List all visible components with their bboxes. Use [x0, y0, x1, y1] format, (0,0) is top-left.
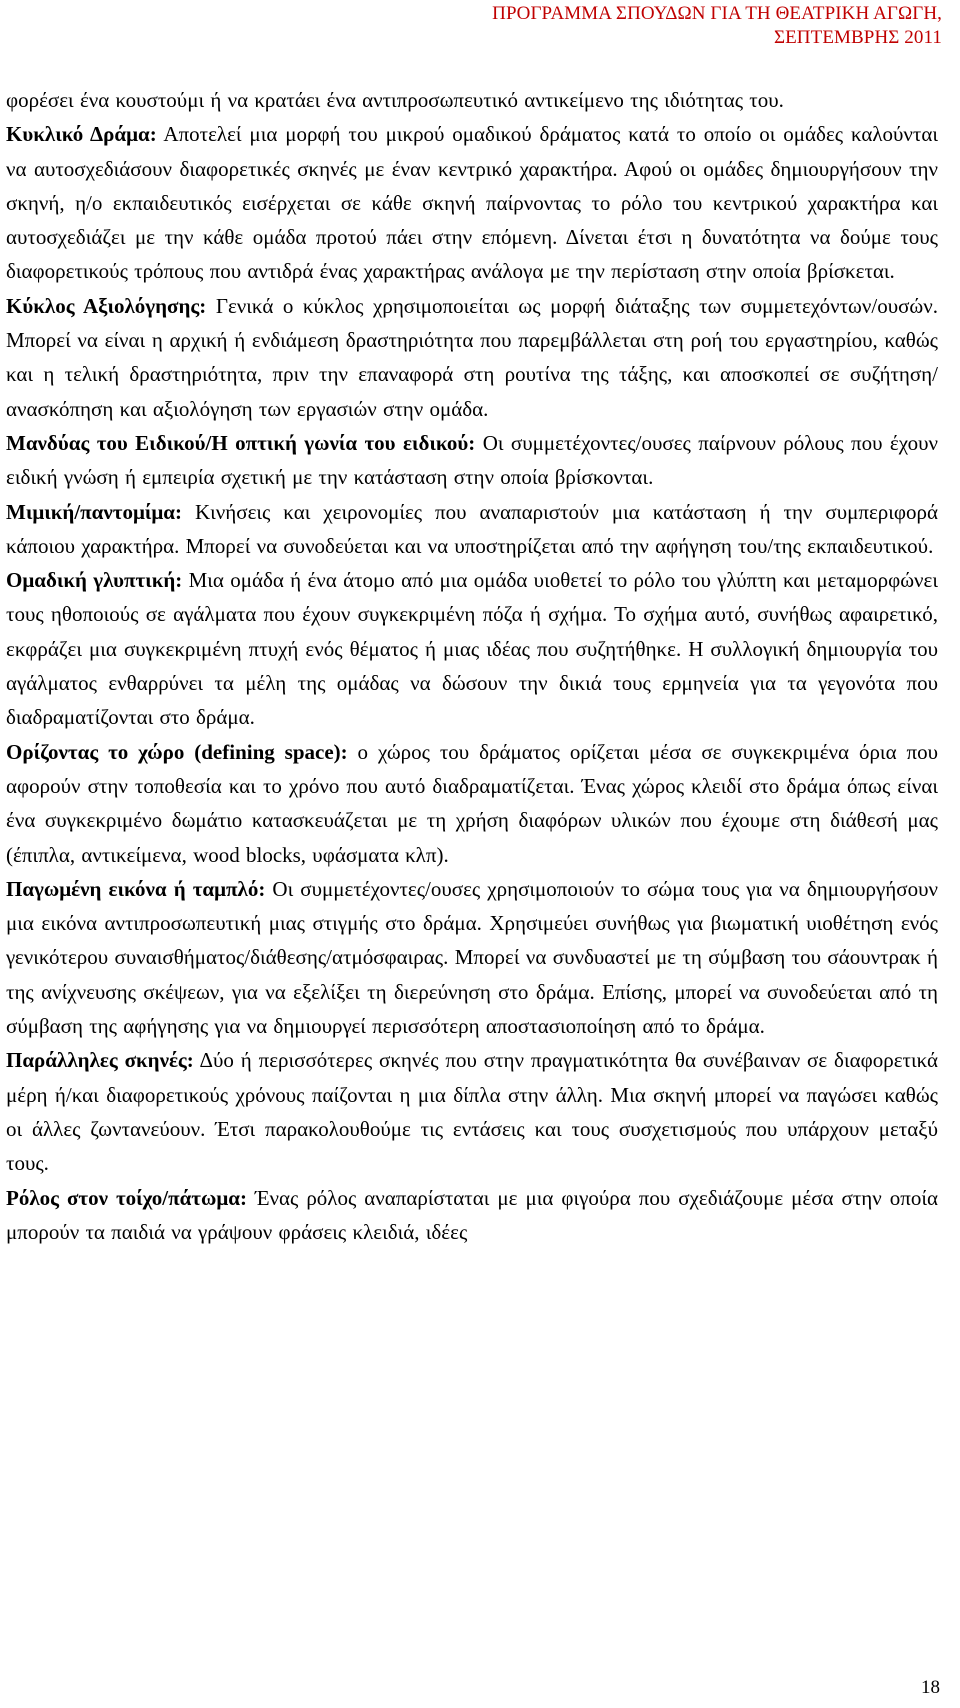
term: Μιμική/παντομίμα: [6, 499, 182, 524]
glossary-entry-mantle-of-expert [6, 426, 938, 495]
term: Παράλληλες σκηνές: [6, 1048, 194, 1073]
definition: Μια ομάδα ή ένα άτομο από μια ομάδα υιοθετεί το ρόλο του γλύπτη και μεταμορφώνει τους ηθοποιούς σε αγάλματα που έχουν συγκεκριμένη πόζα ή σχήμα. Το σχήμα αυτό, συνήθως αφαιρετικό, εκφράζει μια συγκεκριμένη πτυχή ενός θέματος ή μιας ιδέας που συζητήθηκε. Η συλλογική δημιουργία του αγάλματος ενθαρρύνει τα μέλη της ομάδας να δώσουν την δικιά τους ερμηνεία για τα γεγονότα που διαδραματίζονται στο δράμα. [6, 568, 938, 730]
definition: ο χώρος του δράματος ορίζεται μέσα σε συγκεκριμένα όρια που αφορούν στην τοποθεσία και το χρόνο που αυτό διαδραματίζεται. Ένας χώρος κλειδί στο δράμα όπως είναι ένα συγκεκριμένο δωμάτιο κατασκευάζεται με τη χρήση διαφόρων υλικών που έχουμε στη διάθεσή μας (έπιπλα, αντικείμενα, wood blocks, υφάσματα κλπ). [6, 739, 938, 867]
definition: Οι συμμετέχοντες/ουσες παίρνουν ρόλους που έχουν ειδική γνώση ή εμπειρία σχετική με την κατάσταση στην οποία βρίσκονται. [6, 430, 939, 490]
glossary-entry-group-sculpture [6, 563, 938, 734]
document-body [6, 83, 938, 1249]
glossary-entry-circular-drama [6, 117, 938, 288]
definition: Αποτελεί μια μορφή του μικρού ομαδικού δράματος κατά το οποίο οι ομάδες καλούνται να αυτοσχεδιάσουν διαφορετικές σκηνές με έναν κεντρικό χαρακτήρα. Αφού οι ομάδες δημιουργήσουν την σκηνή, η/ο εκπαιδευτικός εισέρχεται σε κάθε σκηνή παίρνοντας το ρόλο του κεντρικού χαρακτήρα και αυτοσχεδιάζει με την κάθε ομάδα προτού πάει στην επόμενη. Δίνεται έτσι η δυνατότητα να δούμε τους διαφορετικούς τρόπους που αντιδρά ένας χαρακτήρας ανάλογα με την περίσταση στην οποία βρίσκεται. [6, 122, 939, 284]
glossary-entry-role-on-the-wall [6, 1181, 938, 1250]
term: Μανδύας του Ειδικού/Η οπτική γωνία του ειδικού: [6, 430, 476, 455]
term: Κύκλος Αξιολόγησης: [6, 293, 207, 318]
intro-paragraph: φορέσει ένα κουστούμι ή να κρατάει ένα αντιπροσωπευτικό αντικείμενο της ιδιότητας του. [6, 88, 784, 112]
header-line-1: ΠΡΟΓΡΑΜΜΑ ΣΠΟΥΔΩΝ ΓΙΑ ΤΗ ΘΕΑΤΡΙΚΗ ΑΓΩΓΗ, [492, 3, 942, 24]
page-number: 18 [921, 1677, 940, 1698]
running-header [382, 2, 942, 50]
term: Κυκλικό Δράμα: [6, 122, 157, 147]
definition: Οι συμμετέχοντες/ουσες χρησιμοποιούν το σώμα τους για να δημιουργήσουν μια εικόνα αντιπροσωπευτική μιας στιγμής στο δράμα. Χρησιμεύει συνήθως για βιωματική υιοθέτηση ενός γενικότερου συναισθήματος/διάθεσης/ατμόσφαιρας. Μπορεί να συνδυαστεί με τη σύμβαση του σάουντρακ ή της ανίχνευσης σκέψεων, για να εξελίξει τη διερεύνηση στο δράμα. Επίσης, μπορεί να συνοδεύεται από τη σύμβαση της αφήγησης για να δημιουργεί περισσότερη αποστασιοποίηση από το δράμα. [6, 876, 938, 1039]
definition: Δύο ή περισσότερες σκηνές που στην πραγματικότητα θα συνέβαιναν σε διαφορετικά μέρη ή/και διαφορετικούς χρόνους παίζονται η μια δίπλα στην άλλη. Μια σκηνή μπορεί να παγώσει καθώς οι άλλες ζωντανεύουν. Έτσι παρακολουθούμε τις εντάσεις και τους συσχετισμούς που υπάρχουν μεταξύ τους. [6, 1048, 938, 1176]
glossary-entry-evaluation-circle [6, 289, 938, 426]
definition: Γενικά ο κύκλος χρησιμοποιείται ως μορφή διάταξης των συμμετεχόντων/ουσών. Μπορεί να είναι η αρχική ή ενδιάμεση δραστηριότητα που παρεμβάλλεται στη ροή του εργαστηρίου, καθώς και η τελική δραστηριότητα, πριν την επαναφορά στη ρουτίνα της τάξης, και αποσκοπεί σε συζήτηση/ανασκόπηση και αξιολόγηση των εργασιών στην ομάδα. [6, 293, 938, 421]
term: Ορίζοντας το χώρο (defining space): [6, 739, 348, 764]
term: Ρόλος στον τοίχο/πάτωμα: [6, 1185, 247, 1210]
glossary-entry-mime [6, 495, 938, 564]
term: Ομαδική γλυπτική: [6, 568, 183, 593]
glossary-entry-still-image [6, 872, 938, 1043]
definition: Ένας ρόλος αναπαρίσταται με μια φιγούρα που σχεδιάζουμε μέσα στην οποία μπορούν τα παιδιά να γράψουν φράσεις κλειδιά, ιδέες [6, 1185, 939, 1244]
term: Παγωμένη εικόνα ή ταμπλό: [6, 876, 266, 901]
glossary-entry-parallel-scenes [6, 1043, 938, 1180]
definition: Κινήσεις και χειρονομίες που αναπαριστούν μια κατάσταση ή την συμπεριφορά κάποιου χαρακτήρα. Μπορεί να συνοδεύεται και να υποστηρίζεται από την αφήγηση του/της εκπαιδευτικού. [6, 499, 938, 558]
header-line-2: ΣΕΠΤΕΜΒΡΗΣ 2011 [773, 27, 942, 48]
glossary-entry-defining-space [6, 735, 938, 872]
